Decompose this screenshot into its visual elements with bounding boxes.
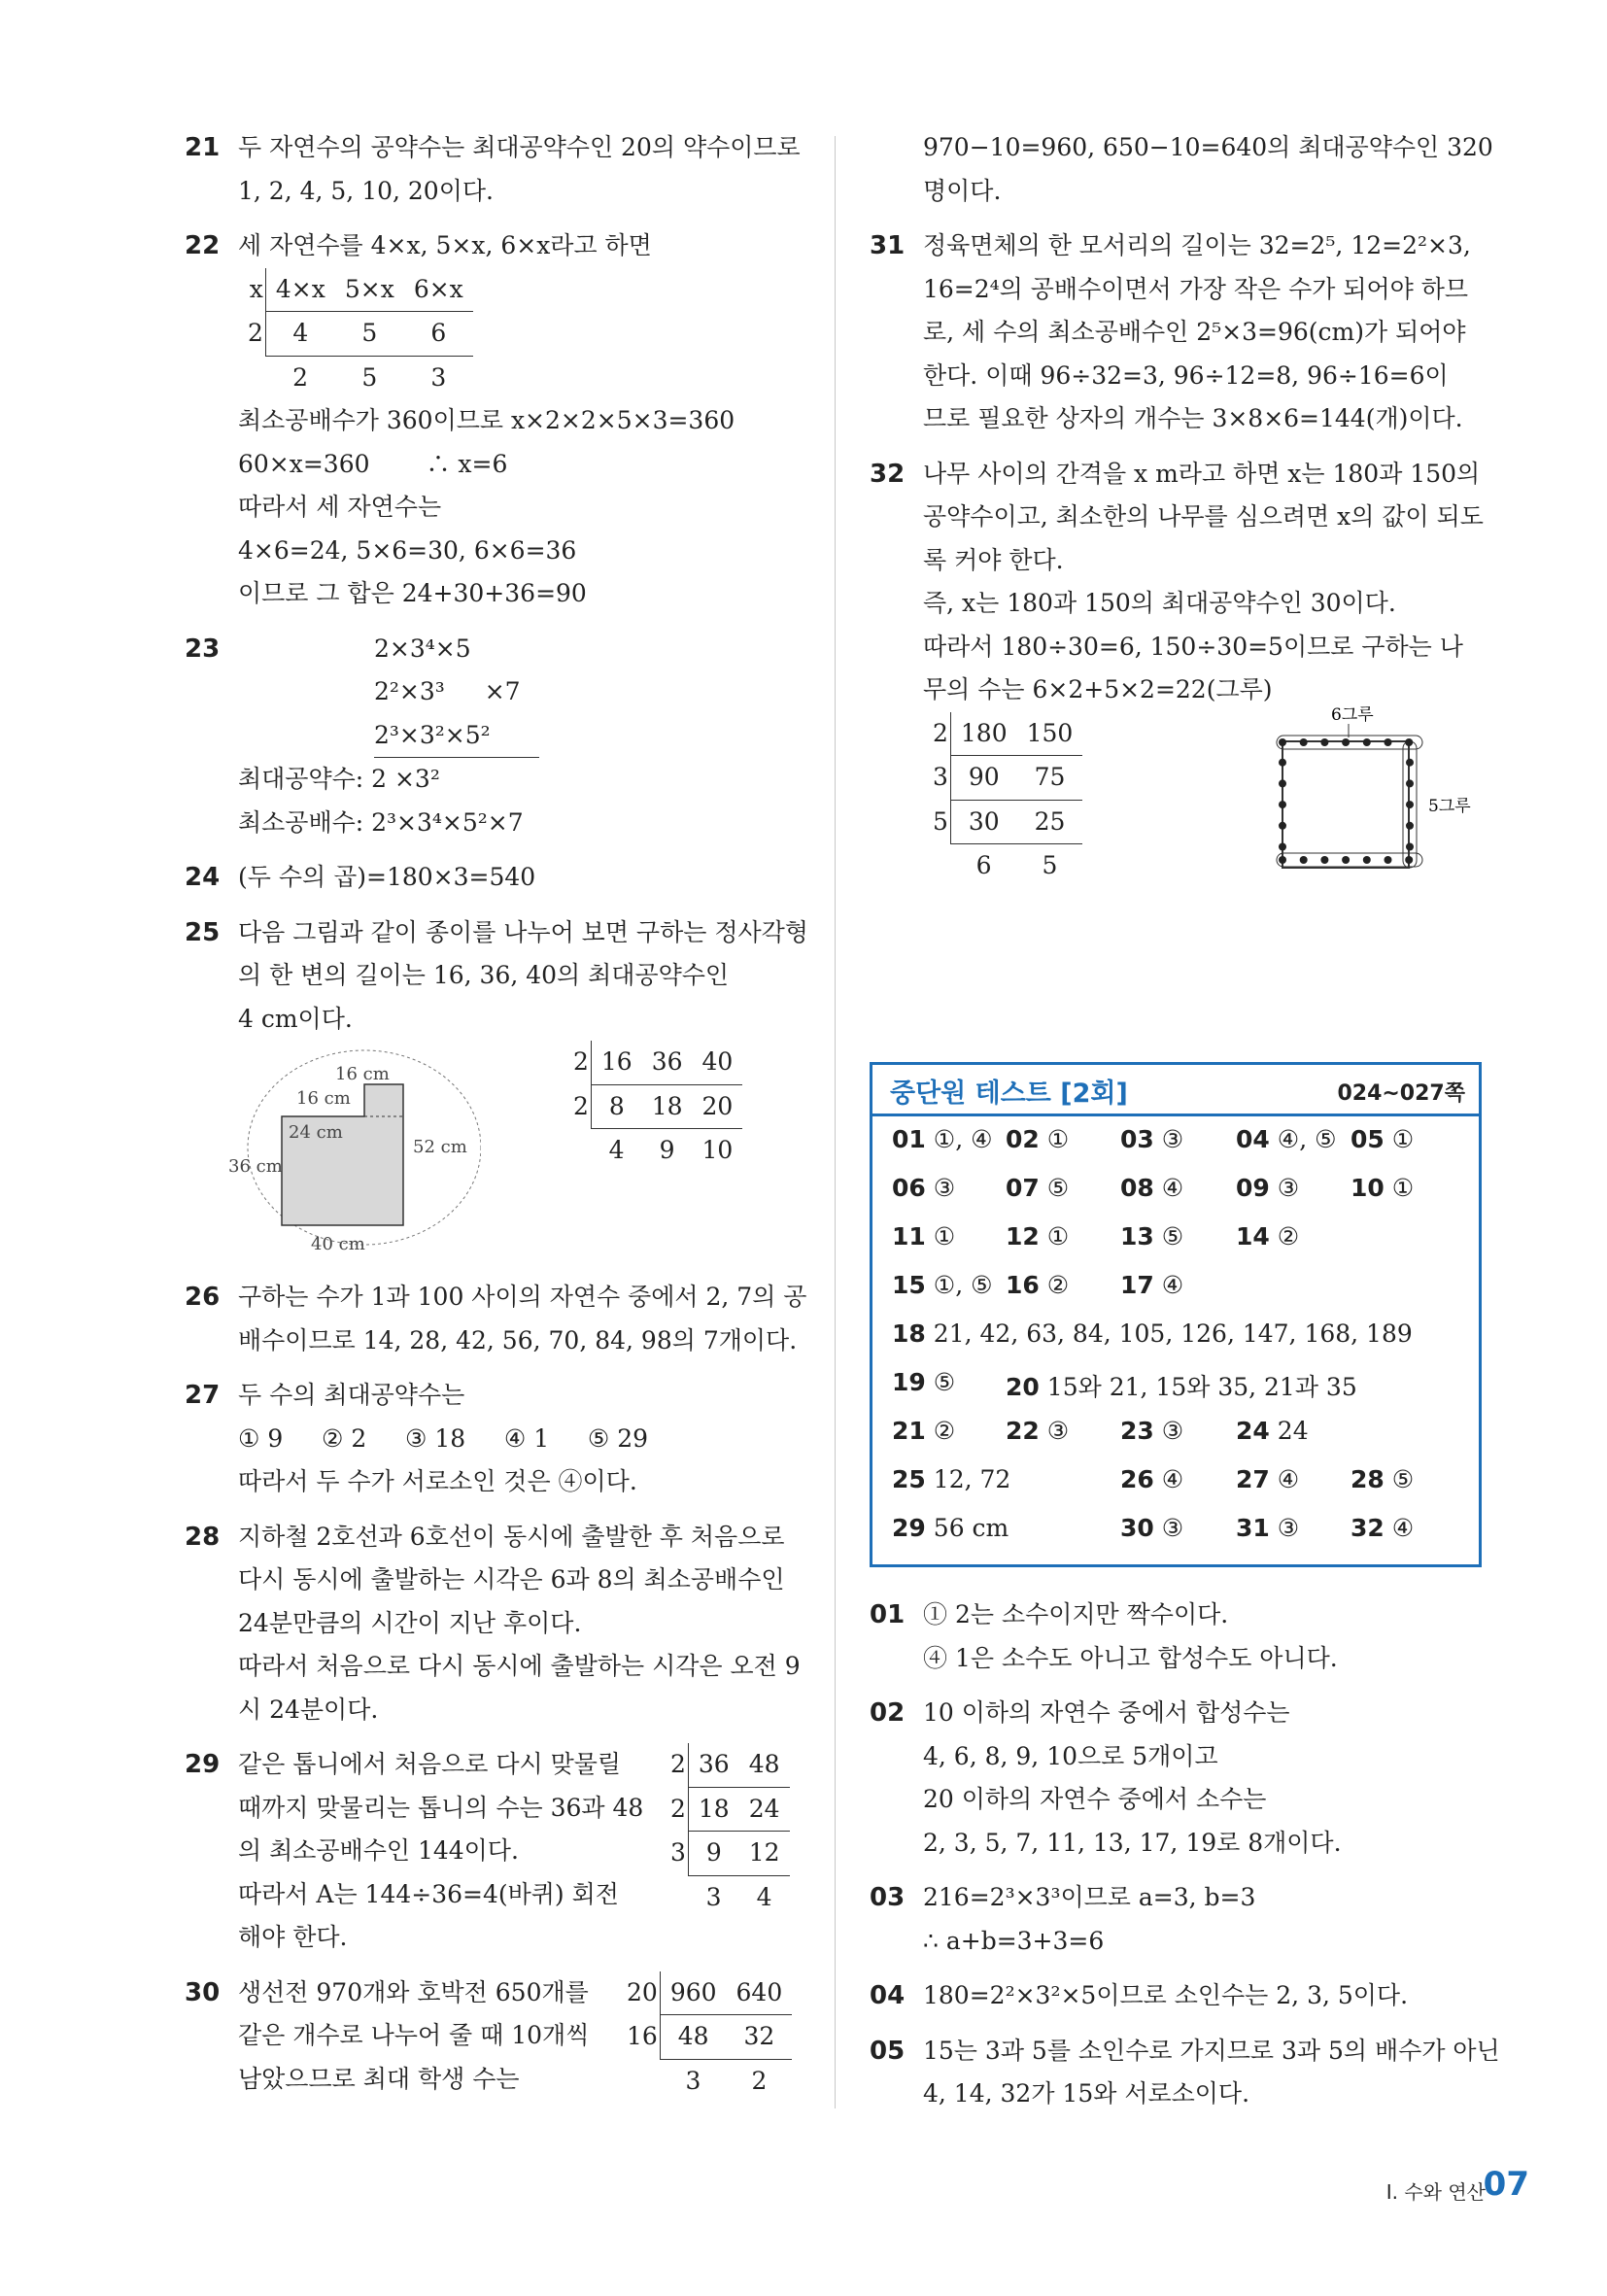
tree-dot (1406, 842, 1414, 850)
solution-27: 27 두 수의 최대공약수는 ① 9 ② 2 ③ 18 ④ 1 ⑤ 29 따라서 두 수가 서로소인 것은 ④이다. (185, 1374, 806, 1504)
tree-dot (1342, 856, 1350, 864)
answer-item: 06 ③ (892, 1174, 956, 1202)
answer-item: 10 ① (1351, 1174, 1415, 1202)
test-title: 중단원 테스트 [2회] (890, 1079, 1128, 1109)
problem-number: 25 (185, 917, 221, 947)
svg-text:40 cm: 40 cm (311, 1234, 365, 1254)
solution-05: 05 15는 3과 5를 소인수로 가지므로 3과 5의 배수가 아닌 4, 14, 32가 15와 서로소이다. (870, 2030, 1482, 2116)
answer-item: 24 24 (1236, 1417, 1309, 1445)
tree-dot (1363, 856, 1371, 864)
tree-dot (1320, 856, 1328, 864)
answer-item: 31 ③ (1236, 1514, 1300, 1542)
answer-item: 07 ⑤ (1006, 1174, 1070, 1202)
tree-dot (1279, 801, 1286, 808)
problem-number: 21 (185, 133, 221, 162)
tree-dot (1279, 842, 1286, 850)
answer-item: 28 ⑤ (1351, 1465, 1415, 1493)
tree-diagram (1244, 703, 1477, 877)
answer-item: 22 ③ (1006, 1417, 1070, 1445)
answer-item: 25 12, 72 (892, 1465, 1011, 1493)
answer-item: 01 ①, ④ (892, 1125, 993, 1153)
problem-number: 02 (870, 1698, 906, 1728)
solution-03: 03 216=2³×3³이므로 a=3, b=3 ∴ a+b=3+3=6 (870, 1876, 1482, 1963)
solution-26: 26 구하는 수가 1과 100 사이의 자연수 중에서 2, 7의 공 배수이므로 14, 28, 42, 56, 70, 84, 98의 7개이다. (185, 1276, 806, 1362)
section-label: Ⅰ. 수와 연산 (1385, 2180, 1486, 2204)
unit-test-answer-box (870, 1062, 1482, 1567)
problem-number: 30 (185, 1977, 221, 2007)
answer-item: 13 ⑤ (1120, 1222, 1184, 1251)
solution-25: 25 다음 그림과 같이 종이를 나누어 보면 구하는 정사각형 의 한 변의 길이는 16, 36, 40의 최대공약수인 4 cm이다. 16 cm 16 cm 24 cm 36 cm 52 cm 40 cm 2 16 36 40 2 8 18 20 4 9 10 (185, 911, 806, 1265)
answer-item: 05 ① (1351, 1125, 1415, 1153)
tree-dot (1342, 738, 1350, 746)
division-table: x 4×x 5×x 6×x 2 4 5 6 2 5 3 (238, 268, 473, 400)
answer-item: 15 ①, ⑤ (892, 1271, 993, 1299)
answer-item: 30 ③ (1120, 1514, 1184, 1542)
test-header (872, 1065, 1479, 1116)
solution-31: 31 정육면체의 한 모서리의 길이는 32=2⁵, 12=2²×3, 16=2⁴의 공배수이면서 가장 작은 수가 되어야 하므 로, 세 수의 최소공배수인 2⁵×3=96(cm)가 되어야 한다. 이때 96÷32=3, 96÷12=8, 96÷16=6이 므로 필요한 상자의 개수는 3×8×6=144(개)이다. (870, 224, 1482, 441)
right-column (870, 126, 1493, 899)
problem-number: 05 (870, 2036, 906, 2066)
solution-01: 01 ① 2는 소수이지만 짝수이다. ④ 1은 소수도 아니고 합성수도 아니다. (870, 1593, 1482, 1680)
solution-32: 32 나무 사이의 간격을 x m라고 하면 x는 180과 150의 공약수이고, 최소한의 나무를 심으려면 x의 값이 되도 록 커야 한다. 즉, x는 180과 150의 최대공약수인 30이다. 따라서 180÷30=6, 150÷30=5이므로 구하는 나 무의 수는 6×2+5×2=22(그루) 2 180 150 3 90 75 5 30 25 6 5 6그루 5그루 (870, 453, 1482, 887)
problem-number: 26 (185, 1283, 221, 1312)
svg-text:6그루: 6그루 (1331, 704, 1374, 725)
tree-dot (1363, 738, 1371, 746)
problem-number: 28 (185, 1522, 221, 1552)
svg-text:16 cm: 16 cm (296, 1088, 351, 1109)
tree-dot (1405, 738, 1413, 746)
division-table: 2 16 36 40 2 8 18 20 4 9 10 (564, 1041, 742, 1173)
answer-item: 04 ④, ⑤ (1236, 1125, 1337, 1153)
answer-item: 18 21, 42, 63, 84, 105, 126, 147, 168, 189 (892, 1319, 1413, 1348)
problem-number: 03 (870, 1883, 906, 1912)
solution-28: 28 지하철 2호선과 6호선이 동시에 출발한 후 처음으로 다시 동시에 출발하는 시각은 6과 8의 최소공배수인 24분만큼의 시간이 지난 후이다. 따라서 처음으로 다시 동시에 출발하는 시각은 오전 9 시 24분이다. (185, 1516, 806, 1732)
answer-item: 16 ② (1006, 1271, 1070, 1299)
tree-dot (1406, 758, 1414, 766)
tree-dot (1300, 738, 1308, 746)
paper-figure (228, 1041, 481, 1264)
answer-item: 32 ④ (1351, 1514, 1415, 1542)
svg-text:16 cm: 16 cm (335, 1064, 390, 1084)
solution-02: 02 10 이하의 자연수 중에서 합성수는 4, 6, 8, 9, 10으로 5개이고 20 이하의 자연수 중에서 소수는 2, 3, 5, 7, 11, 13, 17, 19로 8개이다. (870, 1692, 1482, 1865)
page-number: 07 (1483, 2165, 1529, 2204)
division-table: 2 36 48 2 18 24 3 9 12 3 4 (661, 1743, 790, 1919)
answer-item: 12 ① (1006, 1222, 1070, 1251)
tree-dot (1406, 779, 1414, 787)
answer-item: 20 15와 21, 15와 35, 21과 35 (1006, 1373, 1357, 1401)
answer-item: 11 ① (892, 1222, 956, 1251)
solution-04: 04 180=2²×3²×5이므로 소인수는 2, 3, 5이다. (870, 1974, 1482, 2018)
solution-30: 30 생선전 970개와 호박전 650개를 같은 개수로 나누어 줄 때 10개씩 남았으므로 최대 학생 수는 20 960 640 16 48 32 3 2 (185, 1971, 806, 2102)
test-page-range: 024~027쪽 (1337, 1081, 1465, 1106)
solution-23: 23 2×3⁴×5 2²×3³ ×7 2³×3²×5² 최대공약수: 2 ×3² 최소공배수: 2³×3⁴×5²×7 (185, 628, 806, 845)
svg-text:52 cm: 52 cm (413, 1137, 467, 1157)
answer-item: 23 ③ (1120, 1417, 1184, 1445)
answer-item: 26 ④ (1120, 1465, 1184, 1493)
tree-dot (1405, 856, 1413, 864)
solution-30-continued: 970−10=960, 650−10=640의 최대공약수인 320 명이다. (923, 133, 1493, 205)
answer-item: 14 ② (1236, 1222, 1300, 1251)
tree-dot (1300, 856, 1308, 864)
problem-number: 31 (870, 231, 906, 260)
problem-number: 01 (870, 1600, 906, 1629)
problem-number: 04 (870, 1981, 906, 2010)
tree-dot (1279, 856, 1286, 864)
tree-dot (1406, 801, 1414, 808)
problem-number: 27 (185, 1381, 221, 1410)
tree-dot (1279, 821, 1286, 829)
division-table: 20 960 640 16 48 32 3 2 (617, 1971, 792, 2104)
column-divider (835, 136, 836, 2108)
problem-number: 23 (185, 634, 221, 664)
answer-item: 21 ② (892, 1417, 956, 1445)
solution-29: 29 같은 톱니에서 처음으로 다시 맞물릴 때까지 맞물리는 톱니의 수는 36과 48 의 최소공배수인 144이다. 따라서 A는 144÷36=4(바퀴) 회전 해야 한다. 2 36 48 2 18 24 3 9 12 3 4 (185, 1743, 806, 1960)
answer-item: 08 ④ (1120, 1174, 1184, 1202)
answer-item: 09 ③ (1236, 1174, 1300, 1202)
problem-number: 32 (870, 459, 906, 489)
tree-dot (1385, 738, 1392, 746)
solution-22: 22 세 자연수를 4×x, 5×x, 6×x라고 하면 x 4×x 5×x 6×x 2 4 5 6 2 5 3 최소공배수가 360이므로 x×2×2×5×3=360 60×x=360 ∴ x=6 따라서 세 자연수는 4×6=24, 5×6=30, 6×6=36 이므로 그 합은 24+30+36=90 (185, 224, 806, 616)
tree-dot (1279, 758, 1286, 766)
tree-dot (1279, 779, 1286, 787)
tree-dot (1320, 738, 1328, 746)
problem-number: 29 (185, 1750, 221, 1779)
left-column (185, 126, 806, 2112)
tree-dot (1385, 856, 1392, 864)
right-column-lower (870, 1593, 1500, 2128)
problem-number: 24 (185, 863, 221, 892)
solution-21: 21 두 자연수의 공약수는 최대공약수인 20의 약수이므로 1, 2, 4, 5, 10, 20이다. (185, 126, 806, 213)
svg-text:24 cm: 24 cm (289, 1122, 343, 1143)
answer-item: 27 ④ (1236, 1465, 1300, 1493)
svg-text:36 cm: 36 cm (228, 1156, 283, 1177)
answer-item: 17 ④ (1120, 1271, 1184, 1299)
answer-item: 29 56 cm (892, 1514, 1009, 1542)
solution-24: 24 (두 수의 곱)=180×3=540 (185, 856, 806, 900)
answer-item: 03 ③ (1120, 1125, 1184, 1153)
problem-number: 22 (185, 231, 221, 260)
answer-item: 02 ① (1006, 1125, 1070, 1153)
tree-dot (1406, 821, 1414, 829)
svg-text:5그루: 5그루 (1428, 796, 1471, 816)
tree-dot (1279, 738, 1286, 746)
answer-item: 19 ⑤ (892, 1368, 956, 1396)
division-table: 2 180 150 3 90 75 5 30 25 6 5 (923, 712, 1082, 888)
